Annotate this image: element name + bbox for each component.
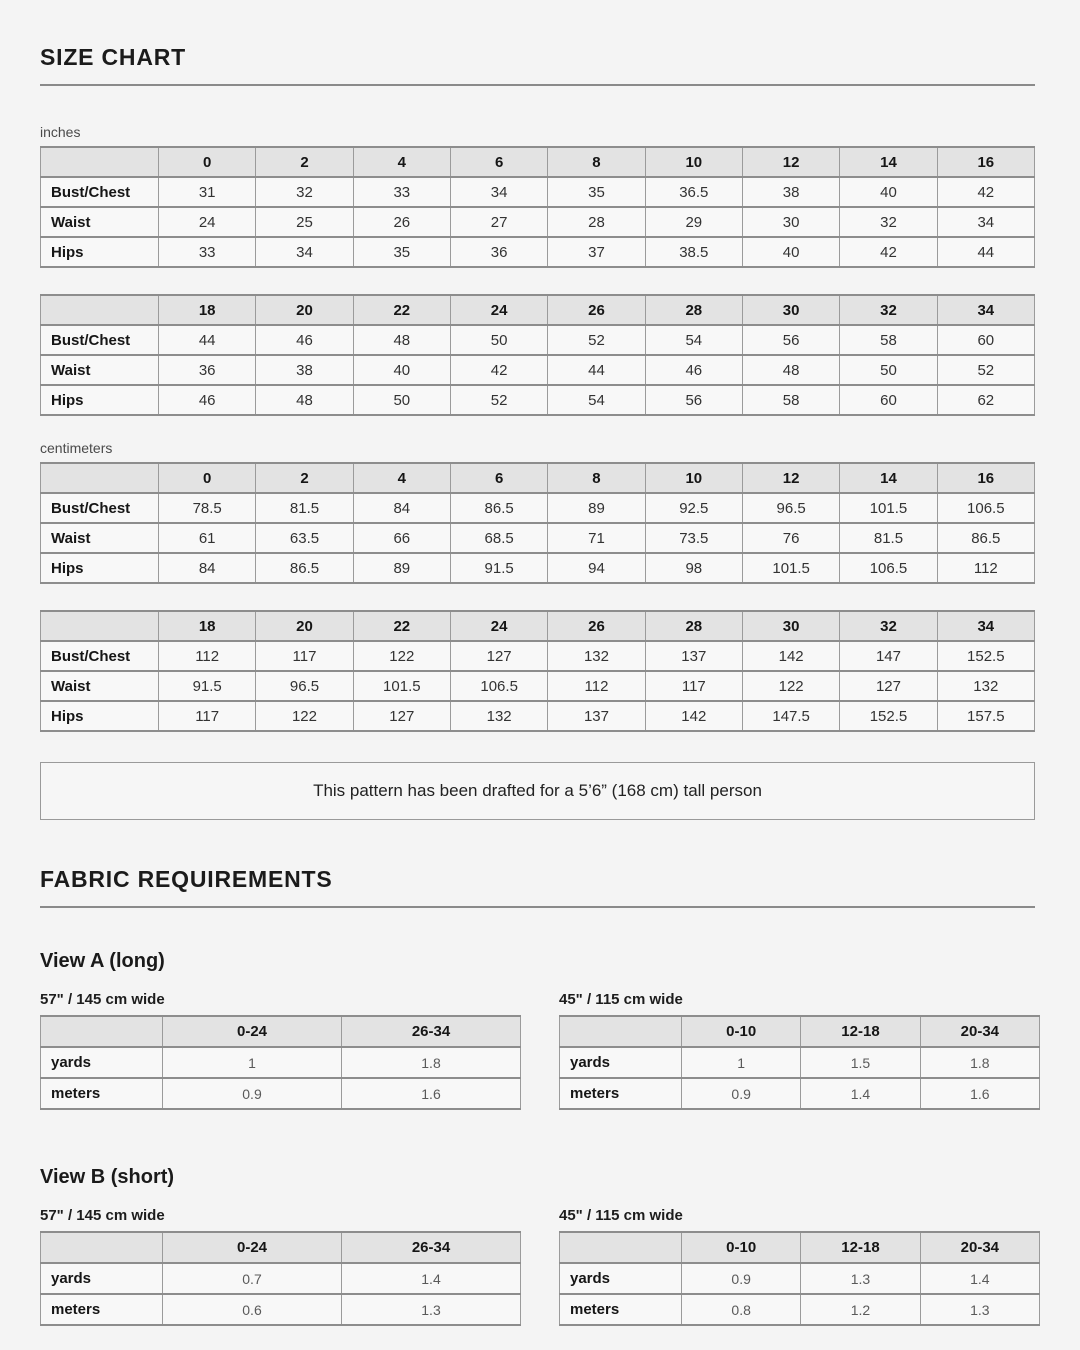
cell-value: 142 (645, 701, 742, 731)
cell-value: 58 (742, 385, 839, 415)
size-column-header: 34 (937, 611, 1034, 641)
row-label: meters (41, 1078, 163, 1109)
corner-cell (560, 1232, 682, 1263)
row-label: Waist (41, 355, 159, 385)
height-note-text: This pattern has been drafted for a 5’6” (168 cm) tall person (313, 781, 762, 800)
header-row (41, 1016, 521, 1047)
size-table-cm-18-34 (40, 610, 1035, 732)
size-table-inches-0-16 (40, 146, 1035, 268)
cell-value: 27 (450, 207, 547, 237)
size-column-header: 6 (450, 463, 547, 493)
size-column-header: 12-18 (801, 1016, 920, 1047)
cell-value: 35 (548, 177, 645, 207)
header-row (560, 1016, 1040, 1047)
cell-value: 81.5 (256, 493, 353, 523)
cell-value: 62 (937, 385, 1034, 415)
corner-cell (41, 1232, 163, 1263)
table-row (41, 1047, 521, 1078)
cell-value: 1.5 (801, 1047, 920, 1078)
cell-value: 89 (548, 493, 645, 523)
size-column-header: 8 (548, 463, 645, 493)
cell-value: 30 (742, 207, 839, 237)
size-column-header: 0 (159, 463, 256, 493)
cell-value: 38 (742, 177, 839, 207)
cell-value: 101.5 (840, 493, 937, 523)
cell-value: 0.9 (682, 1078, 801, 1109)
row-label: Hips (41, 237, 159, 267)
size-column-header: 32 (840, 295, 937, 325)
size-column-header: 16 (937, 463, 1034, 493)
cell-value: 96.5 (742, 493, 839, 523)
size-column-header: 30 (742, 295, 839, 325)
cell-value: 34 (937, 207, 1034, 237)
cell-value: 1.8 (342, 1047, 521, 1078)
size-column-header: 20-34 (920, 1232, 1039, 1263)
cell-value: 86.5 (450, 493, 547, 523)
fabric-width-label: 45" / 115 cm wide (559, 991, 683, 1008)
table-row (560, 1047, 1040, 1078)
cell-value: 50 (353, 385, 450, 415)
size-chart-title: SIZE CHART (40, 44, 186, 70)
table-row (560, 1078, 1040, 1109)
view-a-title: View A (long) (40, 950, 165, 972)
cell-value: 0.8 (682, 1294, 801, 1325)
size-column-header: 0-10 (682, 1016, 801, 1047)
row-label: meters (560, 1294, 682, 1325)
height-note-box (40, 762, 1035, 820)
cell-value: 56 (645, 385, 742, 415)
cell-value: 33 (353, 177, 450, 207)
cell-value: 89 (353, 553, 450, 583)
fabric-requirements-section (40, 866, 1040, 1326)
cell-value: 28 (548, 207, 645, 237)
cell-value: 1.3 (342, 1294, 521, 1325)
cell-value: 1.6 (920, 1078, 1039, 1109)
cell-value: 42 (450, 355, 547, 385)
row-label: Hips (41, 701, 159, 731)
cell-value: 71 (548, 523, 645, 553)
size-column-header: 28 (645, 611, 742, 641)
size-column-header: 8 (548, 147, 645, 177)
cell-value: 122 (742, 671, 839, 701)
cell-value: 1.4 (342, 1263, 521, 1294)
cell-value: 78.5 (159, 493, 256, 523)
cell-value: 40 (742, 237, 839, 267)
size-column-header: 12-18 (801, 1232, 920, 1263)
size-column-header: 22 (353, 611, 450, 641)
cell-value: 36.5 (645, 177, 742, 207)
size-column-header: 0-24 (163, 1232, 342, 1263)
row-label: Waist (41, 671, 159, 701)
cell-value: 81.5 (840, 523, 937, 553)
cell-value: 40 (353, 355, 450, 385)
row-label: yards (560, 1047, 682, 1078)
cell-value: 1.8 (920, 1047, 1039, 1078)
size-column-header: 28 (645, 295, 742, 325)
table-row (41, 1078, 521, 1109)
cell-value: 106.5 (840, 553, 937, 583)
size-column-header: 20-34 (920, 1016, 1039, 1047)
table-row (41, 671, 1035, 701)
cell-value: 1.4 (801, 1078, 920, 1109)
size-column-header: 10 (645, 463, 742, 493)
row-label: Bust/Chest (41, 641, 159, 671)
row-label: Bust/Chest (41, 177, 159, 207)
size-column-header: 34 (937, 295, 1034, 325)
cell-value: 106.5 (937, 493, 1034, 523)
cell-value: 127 (353, 701, 450, 731)
table-row (41, 1294, 521, 1325)
cell-value: 1 (682, 1047, 801, 1078)
row-label: meters (41, 1294, 163, 1325)
header-row (41, 147, 1035, 177)
cell-value: 76 (742, 523, 839, 553)
size-column-header: 20 (256, 611, 353, 641)
size-table-cm-0-16 (40, 462, 1035, 584)
table-row (41, 207, 1035, 237)
cell-value: 63.5 (256, 523, 353, 553)
view-a-narrow-fabric-column (559, 991, 1040, 1110)
row-label: yards (560, 1263, 682, 1294)
corner-cell (41, 147, 159, 177)
cell-value: 96.5 (256, 671, 353, 701)
table-row (41, 177, 1035, 207)
cell-value: 46 (256, 325, 353, 355)
cell-value: 101.5 (742, 553, 839, 583)
size-column-header: 0 (159, 147, 256, 177)
size-column-header: 12 (742, 147, 839, 177)
cell-value: 40 (840, 177, 937, 207)
cell-value: 92.5 (645, 493, 742, 523)
cell-value: 34 (256, 237, 353, 267)
size-column-header: 26-34 (342, 1016, 521, 1047)
cell-value: 1.2 (801, 1294, 920, 1325)
cell-value: 52 (450, 385, 547, 415)
cell-value: 91.5 (450, 553, 547, 583)
cell-value: 46 (159, 385, 256, 415)
row-label: meters (560, 1078, 682, 1109)
cell-value: 127 (840, 671, 937, 701)
row-label: Waist (41, 207, 159, 237)
cell-value: 48 (742, 355, 839, 385)
view-b-narrow-fabric-column (559, 1207, 1040, 1326)
size-column-header: 16 (937, 147, 1034, 177)
size-column-header: 4 (353, 463, 450, 493)
cell-value: 122 (353, 641, 450, 671)
size-column-header: 14 (840, 463, 937, 493)
table-row (41, 553, 1035, 583)
section-divider (40, 84, 1035, 86)
size-column-header: 26 (548, 295, 645, 325)
cell-value: 86.5 (937, 523, 1034, 553)
cell-value: 117 (256, 641, 353, 671)
table-row (41, 237, 1035, 267)
cell-value: 29 (645, 207, 742, 237)
cell-value: 117 (159, 701, 256, 731)
size-column-header: 10 (645, 147, 742, 177)
cell-value: 66 (353, 523, 450, 553)
section-divider (40, 906, 1035, 908)
cell-value: 86.5 (256, 553, 353, 583)
corner-cell (41, 295, 159, 325)
view-b-title: View B (short) (40, 1166, 175, 1188)
table-row (41, 523, 1035, 553)
cell-value: 84 (159, 553, 256, 583)
size-column-header: 30 (742, 611, 839, 641)
cell-value: 0.9 (163, 1078, 342, 1109)
cell-value: 0.6 (163, 1294, 342, 1325)
size-column-header: 14 (840, 147, 937, 177)
size-column-header: 24 (450, 295, 547, 325)
cell-value: 1.3 (920, 1294, 1039, 1325)
size-column-header: 2 (256, 463, 353, 493)
cell-value: 42 (937, 177, 1034, 207)
cell-value: 147.5 (742, 701, 839, 731)
cell-value: 46 (645, 355, 742, 385)
cell-value: 112 (159, 641, 256, 671)
header-row (41, 463, 1035, 493)
fabric-width-label: 57" / 145 cm wide (40, 991, 165, 1008)
size-column-header: 26-34 (342, 1232, 521, 1263)
cell-value: 50 (840, 355, 937, 385)
centimeters-label: centimeters (40, 440, 113, 456)
view-b-wide-fabric-column (40, 1207, 521, 1326)
cell-value: 36 (159, 355, 256, 385)
table-row (41, 493, 1035, 523)
cell-value: 25 (256, 207, 353, 237)
cell-value: 1.3 (801, 1263, 920, 1294)
fabric-requirements-title: FABRIC REQUIREMENTS (40, 866, 333, 892)
cell-value: 32 (256, 177, 353, 207)
fabric-width-label: 45" / 115 cm wide (559, 1207, 683, 1224)
cell-value: 26 (353, 207, 450, 237)
cell-value: 44 (937, 237, 1034, 267)
cell-value: 54 (645, 325, 742, 355)
view-b-45in-table (559, 1231, 1040, 1326)
cell-value: 31 (159, 177, 256, 207)
cell-value: 98 (645, 553, 742, 583)
row-label: Bust/Chest (41, 493, 159, 523)
cell-value: 152.5 (840, 701, 937, 731)
cell-value: 68.5 (450, 523, 547, 553)
cell-value: 137 (548, 701, 645, 731)
table-row (41, 701, 1035, 731)
cell-value: 33 (159, 237, 256, 267)
cell-value: 38 (256, 355, 353, 385)
cell-value: 37 (548, 237, 645, 267)
row-label: Waist (41, 523, 159, 553)
cell-value: 36 (450, 237, 547, 267)
table-row (41, 1263, 521, 1294)
table-row (560, 1263, 1040, 1294)
cell-value: 106.5 (450, 671, 547, 701)
size-column-header: 22 (353, 295, 450, 325)
cell-value: 122 (256, 701, 353, 731)
header-row (41, 295, 1035, 325)
cell-value: 132 (450, 701, 547, 731)
cell-value: 32 (840, 207, 937, 237)
cell-value: 132 (548, 641, 645, 671)
cell-value: 60 (840, 385, 937, 415)
size-column-header: 0-24 (163, 1016, 342, 1047)
inches-label: inches (40, 124, 81, 140)
table-row (560, 1294, 1040, 1325)
cell-value: 137 (645, 641, 742, 671)
size-column-header: 18 (159, 611, 256, 641)
corner-cell (41, 463, 159, 493)
header-row (41, 611, 1035, 641)
cell-value: 38.5 (645, 237, 742, 267)
cell-value: 1.6 (342, 1078, 521, 1109)
cell-value: 50 (450, 325, 547, 355)
cell-value: 1.4 (920, 1263, 1039, 1294)
fabric-width-label: 57" / 145 cm wide (40, 1207, 165, 1224)
cell-value: 142 (742, 641, 839, 671)
cell-value: 35 (353, 237, 450, 267)
size-table-inches-18-34 (40, 294, 1035, 416)
cell-value: 34 (450, 177, 547, 207)
cell-value: 60 (937, 325, 1034, 355)
size-column-header: 6 (450, 147, 547, 177)
size-column-header: 18 (159, 295, 256, 325)
row-label: Bust/Chest (41, 325, 159, 355)
row-label: yards (41, 1047, 163, 1078)
cell-value: 127 (450, 641, 547, 671)
cell-value: 56 (742, 325, 839, 355)
cell-value: 58 (840, 325, 937, 355)
cell-value: 112 (937, 553, 1034, 583)
row-label: yards (41, 1263, 163, 1294)
cell-value: 52 (937, 355, 1034, 385)
cell-value: 1 (163, 1047, 342, 1078)
cell-value: 101.5 (353, 671, 450, 701)
cell-value: 152.5 (937, 641, 1034, 671)
header-row (560, 1232, 1040, 1263)
cell-value: 94 (548, 553, 645, 583)
cell-value: 0.7 (163, 1263, 342, 1294)
size-column-header: 4 (353, 147, 450, 177)
table-row (41, 641, 1035, 671)
cell-value: 84 (353, 493, 450, 523)
cell-value: 48 (353, 325, 450, 355)
size-column-header: 20 (256, 295, 353, 325)
corner-cell (41, 1016, 163, 1047)
cell-value: 112 (548, 671, 645, 701)
size-column-header: 12 (742, 463, 839, 493)
cell-value: 157.5 (937, 701, 1034, 731)
view-b-57in-table (40, 1231, 521, 1326)
view-a-57in-table (40, 1015, 521, 1110)
cell-value: 147 (840, 641, 937, 671)
cell-value: 42 (840, 237, 937, 267)
cell-value: 132 (937, 671, 1034, 701)
cell-value: 44 (159, 325, 256, 355)
cell-value: 73.5 (645, 523, 742, 553)
size-column-header: 2 (256, 147, 353, 177)
size-column-header: 0-10 (682, 1232, 801, 1263)
header-row (41, 1232, 521, 1263)
cell-value: 61 (159, 523, 256, 553)
view-a-wide-fabric-column (40, 991, 521, 1110)
table-row (41, 325, 1035, 355)
table-row (41, 355, 1035, 385)
cell-value: 44 (548, 355, 645, 385)
table-row (41, 385, 1035, 415)
cell-value: 52 (548, 325, 645, 355)
cell-value: 117 (645, 671, 742, 701)
corner-cell (560, 1016, 682, 1047)
cell-value: 48 (256, 385, 353, 415)
cell-value: 0.9 (682, 1263, 801, 1294)
row-label: Hips (41, 385, 159, 415)
view-a-tables (40, 991, 1040, 1110)
cell-value: 54 (548, 385, 645, 415)
corner-cell (41, 611, 159, 641)
cell-value: 24 (159, 207, 256, 237)
cell-value: 91.5 (159, 671, 256, 701)
row-label: Hips (41, 553, 159, 583)
size-column-header: 32 (840, 611, 937, 641)
size-column-header: 24 (450, 611, 547, 641)
size-column-header: 26 (548, 611, 645, 641)
view-b-tables (40, 1207, 1040, 1326)
view-a-45in-table (559, 1015, 1040, 1110)
